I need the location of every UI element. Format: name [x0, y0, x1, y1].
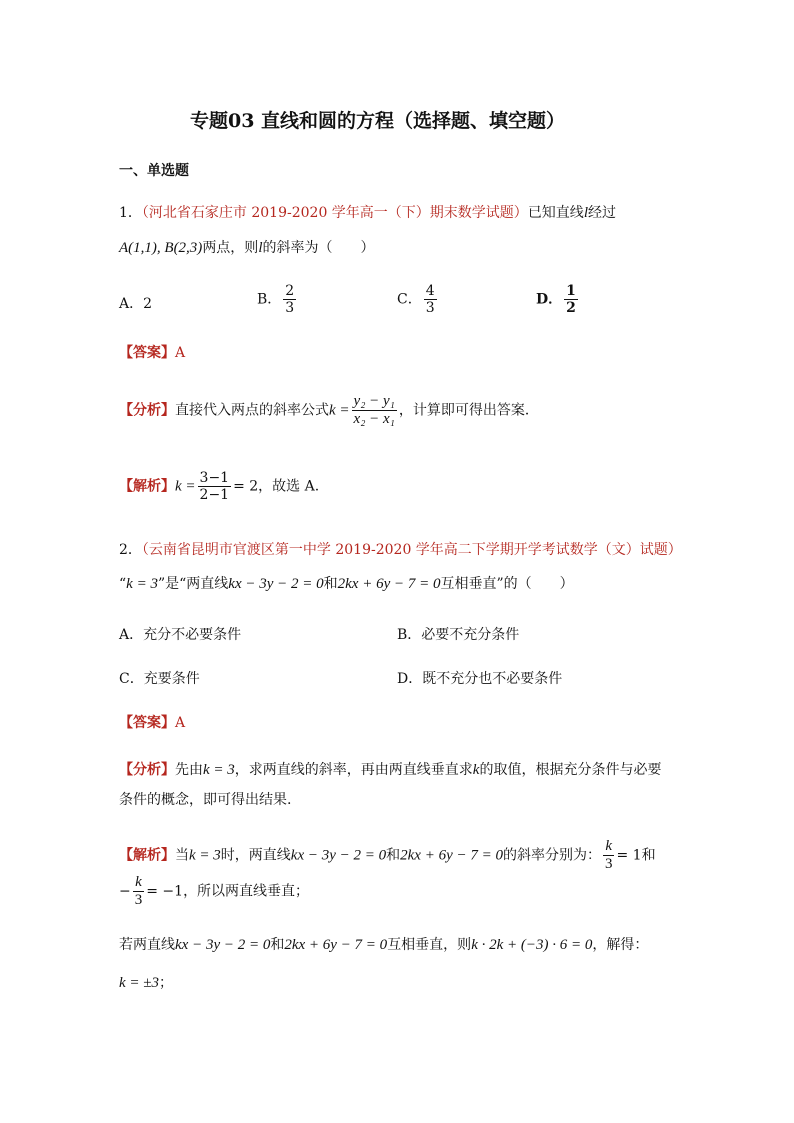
solution-row-1	[119, 838, 656, 873]
analysis-text: ，求两直线的斜率，再由两直线垂直求	[234, 762, 473, 778]
solution-fraction	[198, 470, 232, 503]
solution-text: ，解得：	[592, 937, 649, 953]
option-c	[119, 669, 200, 689]
answer-value: A	[175, 715, 186, 731]
answer-row	[119, 713, 185, 733]
fraction-numerator: 4	[425, 283, 435, 299]
question-number: 2．	[119, 542, 142, 558]
option-b	[397, 625, 519, 645]
solution-text: 互相垂直，则	[387, 937, 472, 953]
solution-text: ；	[159, 975, 174, 991]
option-d	[397, 669, 562, 689]
question-source: （河北省石家庄市 2019-2020 学年高一（下）期末数学试题）	[141, 205, 528, 221]
analysis-row	[119, 760, 661, 780]
math-var: k	[472, 762, 480, 778]
fraction-denominator: 2	[566, 300, 576, 316]
solution-text: 时，两直线	[220, 847, 291, 864]
math-expr: k = 3	[203, 762, 235, 778]
option-value: 2	[143, 296, 153, 312]
fraction-numerator: k	[135, 874, 142, 890]
page-title: 专题03 直线和圆的方程（选择题、填空题）	[190, 110, 566, 132]
option-a	[119, 625, 241, 645]
fraction-denominator: 2−1	[199, 487, 230, 503]
math-expr: = 2	[233, 478, 259, 495]
option-fraction	[564, 283, 578, 316]
math-expr: 2kx + 6y − 7 = 0	[284, 937, 388, 953]
math-expr: k =	[329, 402, 350, 419]
analysis-text: 直接代入两点的斜率公式	[175, 402, 329, 419]
option-label: D．	[536, 291, 563, 308]
analysis-text: 的取值，根据充分条件与必要	[479, 762, 662, 778]
option-text: 既不充分也不必要条件	[422, 671, 563, 687]
solution-text: 和	[641, 847, 656, 864]
solution-text: ，故选 A.	[258, 478, 320, 495]
analysis-tag: 【分析】	[119, 402, 175, 419]
solution-tag: 【解析】	[119, 847, 175, 864]
math-var: l	[583, 205, 588, 221]
math-expr: = 1	[616, 847, 642, 864]
math-expr: k =	[175, 478, 196, 495]
option-fraction	[424, 283, 437, 316]
stem-text: 的斜率为（ ）	[262, 240, 375, 256]
stem-text: 互相垂直”的（ ）	[440, 576, 574, 592]
stem-text: 两点，则	[202, 240, 259, 256]
option-label: C．	[119, 671, 144, 687]
question-number: 1．	[119, 205, 142, 221]
option-b	[257, 283, 298, 316]
question-source: （云南省昆明市官渡区第一中学 2019-2020 学年高二下学期开学考试数学（文）试题）	[141, 542, 682, 558]
math-expr: kx − 3y − 2 = 0	[290, 847, 387, 864]
solution-text: 和	[270, 937, 285, 953]
solution-row	[119, 470, 319, 503]
question-2-line-1	[119, 540, 682, 560]
math-expr: kx − 3y − 2 = 0	[175, 937, 271, 953]
analysis-tag: 【分析】	[119, 762, 175, 778]
option-label: B．	[257, 291, 282, 308]
fraction-denominator: x₂ − x₁	[353, 411, 395, 427]
solution-tag: 【解析】	[119, 478, 175, 495]
question-2-line-2	[119, 574, 574, 594]
option-d	[536, 283, 580, 316]
option-label: B．	[397, 627, 422, 643]
fraction-denominator: 3	[285, 300, 295, 316]
math-expr: k · 2k + (−3) · 6 = 0	[471, 937, 593, 953]
slope-fraction	[603, 838, 615, 873]
answer-tag: 【答案】	[119, 715, 175, 731]
stem-text: 已知直线	[527, 205, 584, 221]
slope-formula	[352, 393, 397, 428]
math-expr: k = 3	[189, 847, 221, 864]
fraction-numerator: y₂ − y₁	[353, 393, 395, 409]
fraction-numerator: 2	[285, 283, 295, 299]
option-a	[119, 294, 152, 314]
slope-fraction	[133, 874, 145, 909]
question-1-line-2	[119, 238, 374, 258]
answer-value: A	[175, 345, 186, 361]
option-text: 充分不必要条件	[143, 627, 242, 643]
fraction-denominator: 3	[425, 300, 435, 316]
analysis-row-2: 条件的概念，即可得出结果.	[119, 792, 292, 808]
option-text: 充要条件	[143, 671, 200, 687]
fraction-numerator: 1	[566, 283, 576, 299]
option-label: A．	[119, 296, 144, 312]
option-text: 必要不充分条件	[421, 627, 520, 643]
option-label: D．	[397, 671, 423, 687]
stem-text: 和	[323, 576, 338, 592]
answer-tag: 【答案】	[119, 345, 175, 361]
stem-text: ”是“两直线	[157, 576, 229, 592]
math-expr: 2kx + 6y − 7 = 0	[400, 847, 503, 864]
math-expr: = −1	[146, 883, 184, 900]
fraction-denominator: 3	[134, 892, 143, 908]
solution-text: 若两直线	[119, 937, 175, 953]
math-expr: k = ±3	[119, 975, 160, 991]
section-heading: 一、单选题	[119, 163, 189, 179]
math-points: A(1,1), B(2,3)	[119, 240, 203, 256]
math-expr: −	[119, 883, 131, 900]
answer-row	[119, 343, 185, 363]
fraction-numerator: 3−1	[199, 470, 230, 486]
option-label: A．	[119, 627, 144, 643]
option-label: C．	[397, 291, 422, 308]
math-expr: kx − 3y − 2 = 0	[228, 576, 324, 592]
option-fraction	[283, 283, 296, 316]
analysis-text: 先由	[175, 762, 203, 778]
solution-text: 的斜率分别为：	[502, 847, 601, 864]
question-1-line-1	[119, 203, 616, 223]
option-c	[397, 283, 439, 316]
fraction-denominator: 3	[604, 856, 613, 872]
fraction-numerator: k	[605, 838, 613, 854]
math-expr: 2kx + 6y − 7 = 0	[337, 576, 441, 592]
solution-row-3	[119, 935, 648, 955]
math-var: l	[258, 240, 263, 256]
math-expr: k = 3	[126, 576, 158, 592]
solution-text: 当	[175, 847, 189, 864]
solution-row-4	[119, 973, 173, 993]
solution-row-2	[119, 874, 309, 909]
analysis-text: ，计算即可得出答案．	[398, 402, 539, 419]
solution-text: 和	[386, 847, 401, 864]
analysis-row	[119, 393, 539, 428]
stem-text: 经过	[587, 205, 616, 221]
solution-text: ，所以两直线垂直；	[183, 883, 310, 900]
stem-text: “	[119, 576, 127, 592]
